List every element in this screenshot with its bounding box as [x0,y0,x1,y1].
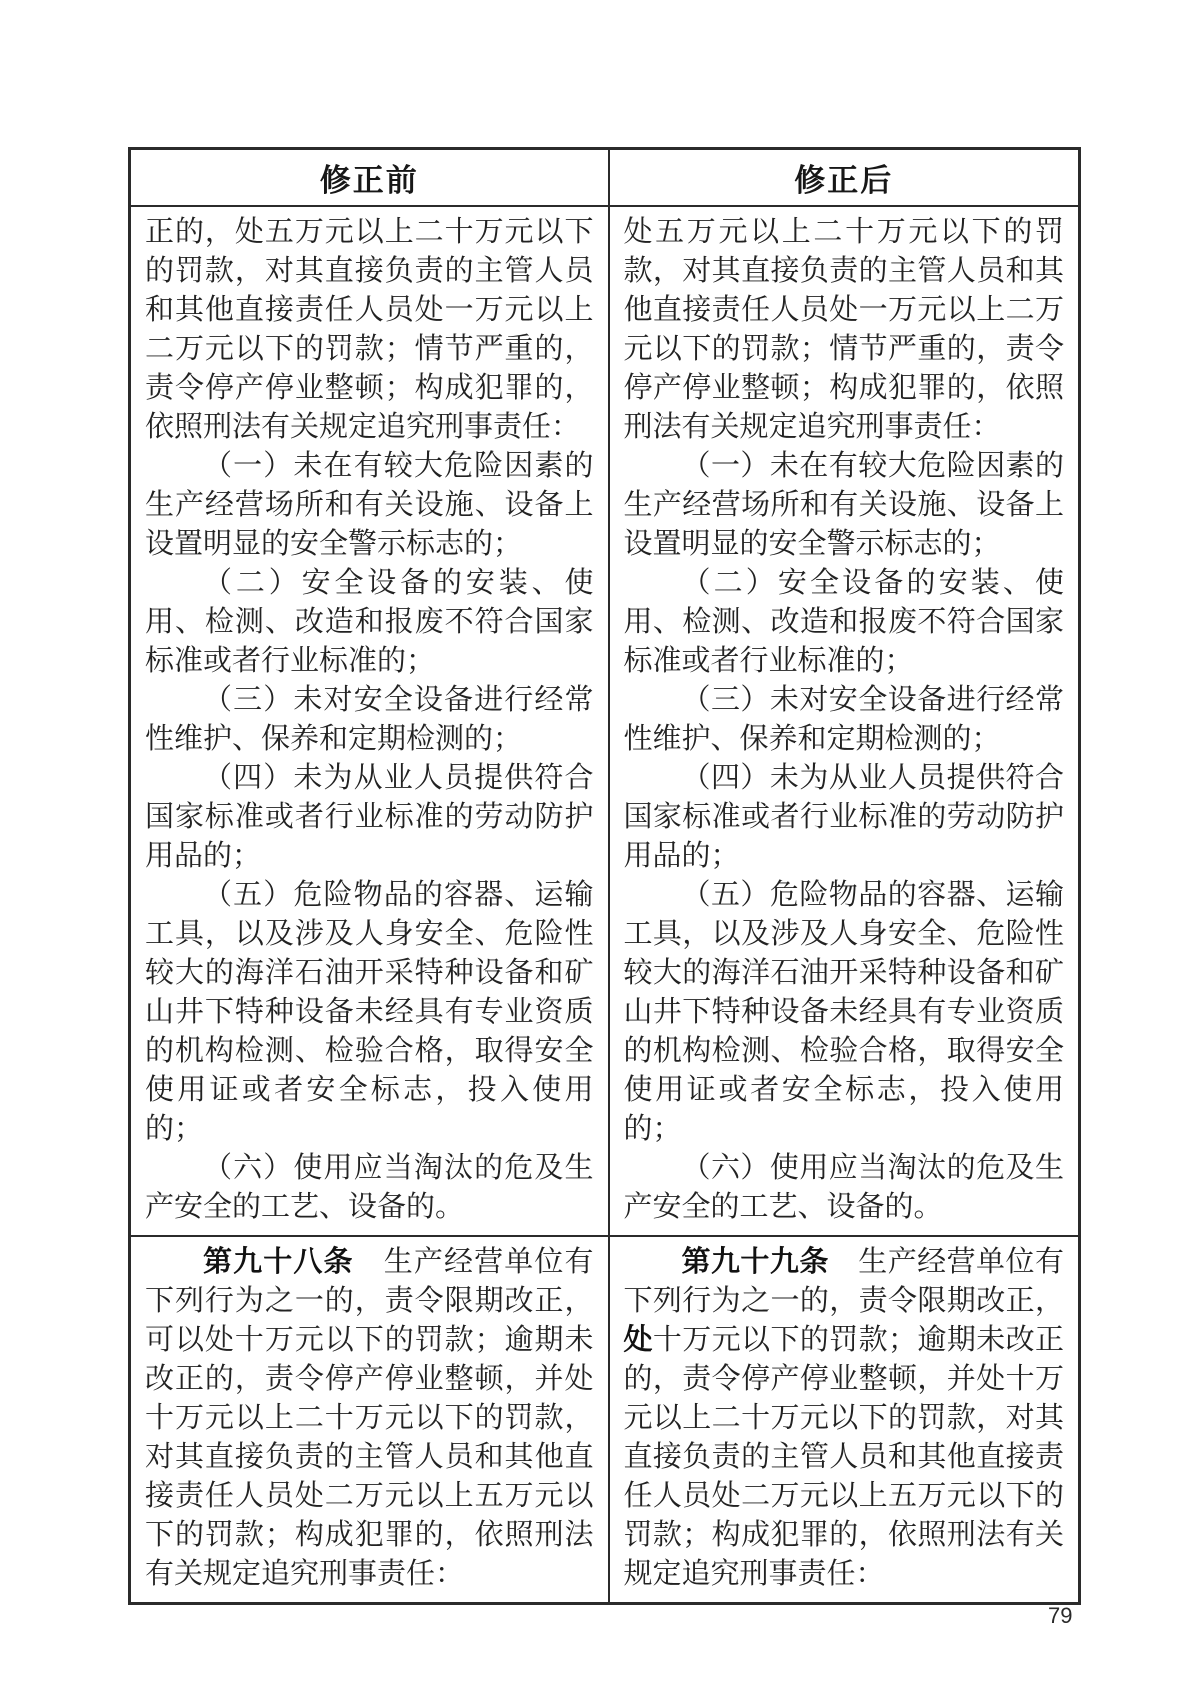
cell-after [609,206,1080,1236]
page-number: 79 [1048,1603,1073,1628]
paragraph: （二）安全设备的安装、使用、检测、改造和报废不符合国家标准或者行业标准的； [145,567,594,677]
paragraph: （六）使用应当淘汰的危及生产安全的工艺、设备的。 [145,1152,594,1223]
paragraph: （三）未对安全设备进行经常性维护、保养和定期检测的； [145,684,594,755]
cell-before [130,206,609,1236]
paragraph: 处五万元以上二十万元以下的罚款，对其直接负责的主管人员和其他直接责任人员处一万元以上二万元以下的罚款；情节严重的，责令停产停业整顿；构成犯罪的，依照刑法有关规定追究刑事责任： [623,216,1064,443]
paragraph: （四）未为从业人员提供符合国家标准或者行业标准的劳动防护用品的； [623,762,1064,872]
column-header-after: 修正后 [609,149,1080,207]
paragraph: （一）未在有较大危险因素的生产经营场所和有关设施、设备上设置明显的安全警示标志的； [623,450,1064,560]
paragraph: （五）危险物品的容器、运输工具，以及涉及人身安全、危险性较大的海洋石油开采特种设备和矿山井下特种设备未经具有专业资质的机构检测、检验合格，取得安全使用证或者安全标志，投入使用的； [623,879,1064,1145]
paragraph: （一）未在有较大危险因素的生产经营场所和有关设施、设备上设置明显的安全警示标志的； [145,450,594,560]
table-row [130,1236,1080,1604]
paragraph: （三）未对安全设备进行经常性维护、保养和定期检测的； [623,684,1064,755]
cell-after [609,1236,1080,1604]
cell-before [130,1236,609,1604]
paragraph: （六）使用应当淘汰的危及生产安全的工艺、设备的。 [623,1152,1064,1223]
paragraph: （五）危险物品的容器、运输工具，以及涉及人身安全、危险性较大的海洋石油开采特种设备和矿山井下特种设备未经具有专业资质的机构检测、检验合格，取得安全使用证或者安全标志，投入使用的； [145,879,594,1145]
table-row [130,206,1080,1236]
paragraph: 正的，处五万元以上二十万元以下的罚款，对其直接负责的主管人员和其他直接责任人员处一万元以上二万元以下的罚款；情节严重的，责令停产停业整顿；构成犯罪的，依照刑法有关规定追究刑事责任： [145,216,594,443]
paragraph: （二）安全设备的安装、使用、检测、改造和报废不符合国家标准或者行业标准的； [623,567,1064,677]
header-row [130,149,1080,207]
column-header-before: 修正前 [130,149,609,207]
paragraph: （四）未为从业人员提供符合国家标准或者行业标准的劳动防护用品的； [145,762,594,872]
paragraph: 第九十八条 生产经营单位有下列行为之一的，责令限期改正，可以处十万元以下的罚款；逾期未改正的，责令停产停业整顿，并处十万元以上二十万元以下的罚款，对其直接负责的主管人员和其他直接责任人员处二万元以上五万元以下的罚款；构成犯罪的，依照刑法有关规定追究刑事责任： [145,1246,594,1590]
comparison-table [128,147,1081,1605]
paragraph: 第九十九条 生产经营单位有下列行为之一的，责令限期改正，处十万元以下的罚款；逾期未改正的，责令停产停业整顿，并处十万元以上二十万元以下的罚款，对其直接负责的主管人员和其他直接责任人员处二万元以上五万元以下的罚款；构成犯罪的，依照刑法有关规定追究刑事责任： [623,1246,1064,1590]
